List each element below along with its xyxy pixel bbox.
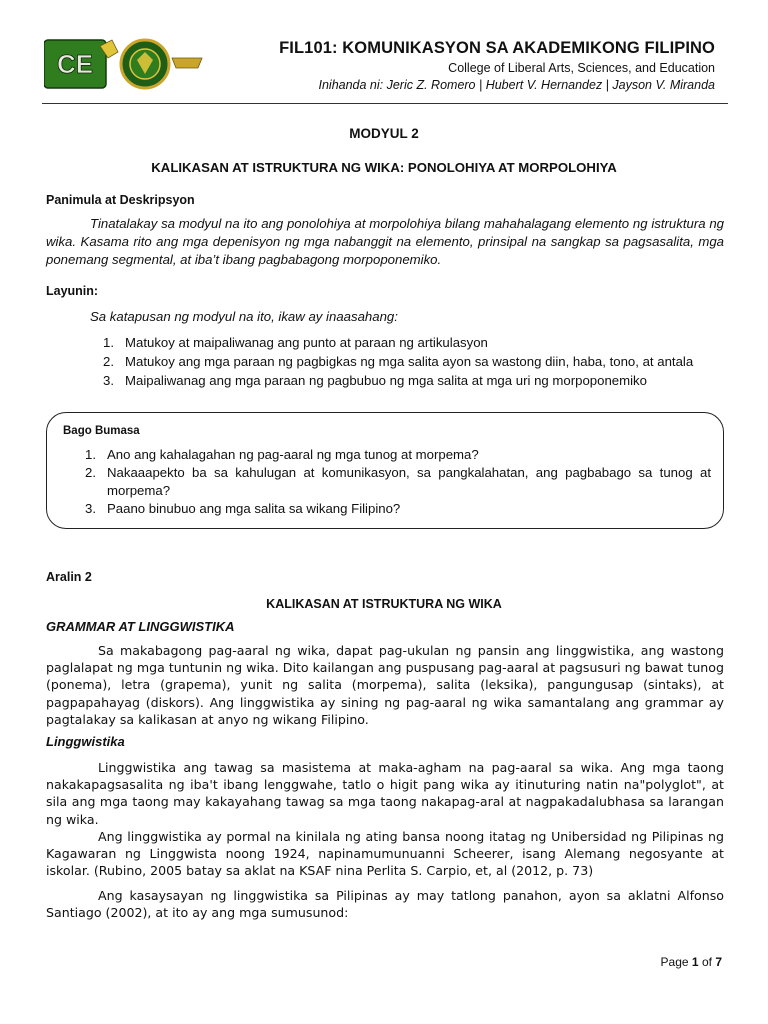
section-heading-grammar: GRAMMAR AT LINGGWISTIKA <box>46 619 235 634</box>
objectives-list <box>103 333 723 390</box>
module-label: MODYUL 2 <box>349 126 419 141</box>
page-number: Page 1 of 7 <box>660 955 722 969</box>
intro-body: Tinatalakay sa modyul na ito ang ponolohiya at morpolohiya bilang mahahalagang elemento ng istruktura ng wika. Kasama rito ang mga depenisyon ng mga nabanggit na elemento, prinsipal na sangkap sa pagsasalita, mga ponemang segmental, at iba’t ibang pagbabagong morpoponemiko. <box>46 216 724 267</box>
objectives-heading: Layunin: <box>46 284 99 298</box>
objective-item: 3. Maipaliwanag ang mga paraan ng pagbubuo ng mga salita at mga uri ng morpoponemiko <box>103 373 647 388</box>
lesson-title: KALIKASAN AT ISTRUKTURA NG WIKA <box>266 597 502 611</box>
question-item: 1. Ano ang kahalagahan ng pag-aaral ng mga tunog at morpema? <box>85 447 479 462</box>
header-divider <box>42 103 728 104</box>
objective-item: 2. Matukoy ang mga paraan ng pagbigkas ng mga salita ayon sa wastong diin, haba, tono, at antala <box>103 354 694 369</box>
section-body-grammar: Sa makabagong pag-aaral ng wika, dapat pag-ukulan ng pansin ang linggwistika, ang wastong paglalapat ng mga tuntunin ng wika. Dito kailangan ang puspusang pag-aaral at pagsusuri ng bawat tunog (ponema), letra (grapema), yunit ng salita (morpema), salita (leksika), pangungusap (sintaks), at pagpapahayag (diskors). Ang linggwistika ay sining ng pag-aaral ng wika samantalang ang grammar ay pagtalakay sa kalikasan at anyo ng wikang Filipino. <box>46 643 724 727</box>
question-item: 2. Nakaaapekto ba sa kahulugan at komunikasyon, sa pangkalahatan, ang pagbabago sa tunog at morpema? <box>85 465 711 498</box>
objectives-lead: Sa katapusan ng modyul na ito, ikaw ay inaasahang: <box>90 309 398 324</box>
linggwistika-paragraph-3: Ang kasaysayan ng linggwistika sa Pilipinas ay may tatlong panahon, ayon sa aklatni Alfonso Santiago (2002), at ito ay ang mga sumusunod: <box>46 888 724 921</box>
linggwistika-paragraph-2: Ang linggwistika ay pormal na kinilala ng ating bansa noong itatag ng Unibersidad ng Pilipinas ng Kagawaran ng Linggwista noong 1924, napinamumunuanni Scheerer, isang Alemang negosyante at iskolar. (Rubino, 2005 batay sa aklat na KSAF nina Perlita S. Carpio, et, al (2012, p. 73) <box>46 829 724 879</box>
course-title: FIL101: KOMUNIKASYON SA AKADEMIKONG FILIPINO <box>279 39 715 57</box>
linggwistika-paragraph-1: Linggwistika ang tawag sa masistema at maka-agham na pag-aaral sa wika. Ang mga taong nakakapagsasalita ng iba't ibang lenggwahe, tatlo o higit pang wika ay itinuturing natin na"polyglot", at sila ang mga taong may kakayahang tawag sa mga taong nakapag-aral at nagpakadalubhasa sa larangan ng wika. <box>46 760 724 827</box>
college-logo <box>44 38 204 90</box>
intro-heading: Panimula at Deskripsyon <box>46 193 195 207</box>
objective-item: 1. Matukoy at maipaliwanag ang punto at paraan ng artikulasyon <box>103 335 488 350</box>
logo-lettering: CE <box>56 49 94 79</box>
section-heading-linggwistika: Linggwistika <box>46 734 125 749</box>
before-reading-heading: Bago Bumasa <box>63 425 140 437</box>
module-title: KALIKASAN AT ISTRUKTURA NG WIKA: PONOLOHIYA AT MORPOLOHIYA <box>151 160 617 175</box>
lesson-label: Aralin 2 <box>46 570 92 584</box>
college-name: College of Liberal Arts, Sciences, and Education <box>448 61 715 75</box>
prepared-by: Inihanda ni: Jeric Z. Romero | Hubert V. Hernandez | Jayson V. Miranda <box>318 78 715 92</box>
question-item: 3. Paano binubuo ang mga salita sa wikang Filipino? <box>85 501 401 516</box>
before-reading-list <box>85 446 711 518</box>
